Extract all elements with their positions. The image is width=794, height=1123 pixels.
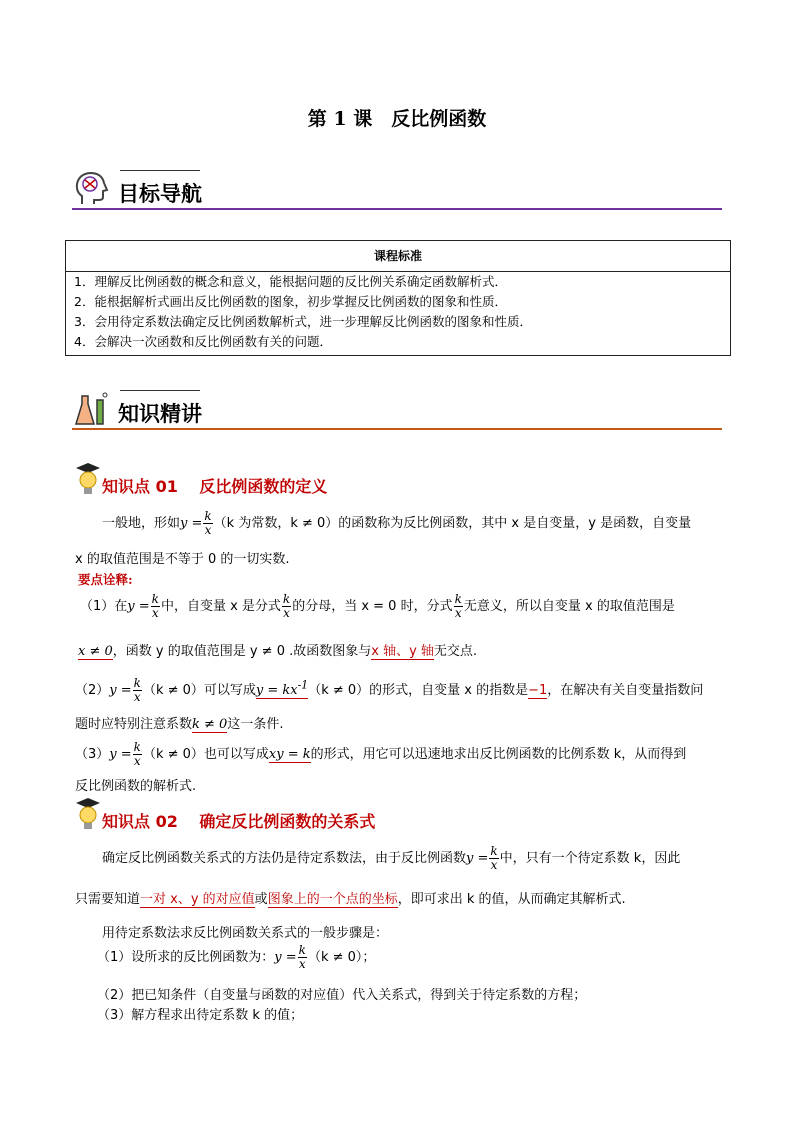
graduate-bulb-icon [74, 462, 102, 500]
kp2-step3: （3）解方程求出待定系数 k 的值； [97, 1008, 304, 1023]
standard-item: 3．会用待定系数法确定反比例函数解析式，进一步理解反比例函数的图象和性质． [74, 314, 532, 329]
kp2-step2: （2）把已知条件（自变量与函数的对应值）代入关系式，得到关于待定系数的方程； [97, 988, 587, 1003]
kp1-point2-line2: 题时应特别注意系数k ≠ 0这一条件. [75, 717, 284, 732]
kp1-definition-line1: 一般地，形如y = $\frac{k}{x}$ （k 为常数，k ≠ 0）的函数称为反比例函数，其中 x 是自变量，y 是函数，自变量 [102, 509, 692, 537]
section-knowledge-header [72, 390, 722, 430]
section-knowledge-title: 知识精讲 [118, 402, 202, 426]
graduate-bulb-icon [74, 797, 102, 835]
section-goals-title: 目标导航 [118, 182, 202, 206]
kp2-line2: 只需要知道一对 x、y 的对应值或图象上的一个点的坐标，即可求出 k 的值，从而确定其解析式. [75, 892, 626, 907]
kp1-point3-line1: （3）y = $\frac{k}{x}$ （k ≠ 0）也可以写成xy = k的形式，用它可以迅速地求出反比例函数的比例系数 k，从而得到 [75, 740, 687, 768]
kp1-point2-line1: （2）y = $\frac{k}{x}$ （k ≠ 0）可以写成$y = kx^{-1}(k \ne 0)$的形式，自变量 x 的指数是−1，在解决有关自变量指数问 [75, 676, 704, 704]
head-brain-icon [72, 170, 110, 212]
course-standards-table [65, 240, 731, 356]
kp1-point3-line2: 反比例函数的解析式. [75, 779, 197, 794]
kp1-point1-line2: x ≠ 0，函数 y 的取值范围是 y ≠ 0 .故函数图象与x 轴、y 轴无交点. [78, 644, 478, 659]
kp1-definition-line2: x 的取值范围是不等于 0 的一切实数. [75, 552, 290, 567]
standard-item: 2．能根据解析式画出反比例函数的图象，初步掌握反比例函数的图象和性质． [74, 294, 507, 309]
knowledge-point-1-header [74, 462, 474, 498]
standard-item: 4．会解决一次函数和反比例函数有关的问题． [74, 334, 332, 349]
knowledge-point-2-header [74, 797, 474, 833]
kp1-title: 知识点 01 反比例函数的定义 [102, 477, 328, 496]
section-goals-header [72, 170, 722, 210]
standards-header: 课程标准 [66, 241, 730, 272]
kp2-step1: （1）设所求的反比例函数为：y = $\frac{k}{x}$ （k ≠ 0）； [97, 943, 376, 971]
kp1-point1-line1: （1）在y = $\frac{k}{x}$ 中，自变量 x 是分式 $\frac{k}{x}$ 的分母，当 x = 0 时，分式 $\frac{k}{x}$ 无意义，所以自变量 x 的取值范围是 [80, 592, 675, 620]
key-points-label: 要点诠释: [78, 572, 133, 587]
kp2-line3: 用待定系数法求反比例函数关系式的一般步骤是： [102, 926, 389, 941]
kp2-line1: 确定反比例函数关系式的方法仍是待定系数法，由于反比例函数y = $\frac{k}{x}$ 中，只有一个待定系数 k，因此 [102, 844, 681, 872]
flask-icon [72, 390, 112, 432]
page-title: 第 1 课 反比例函数 [307, 108, 487, 130]
kp2-title: 知识点 02 确定反比例函数的关系式 [102, 812, 376, 831]
standard-item: 1．理解反比例函数的概念和意义，能根据问题的反比例关系确定函数解析式． [74, 274, 507, 289]
